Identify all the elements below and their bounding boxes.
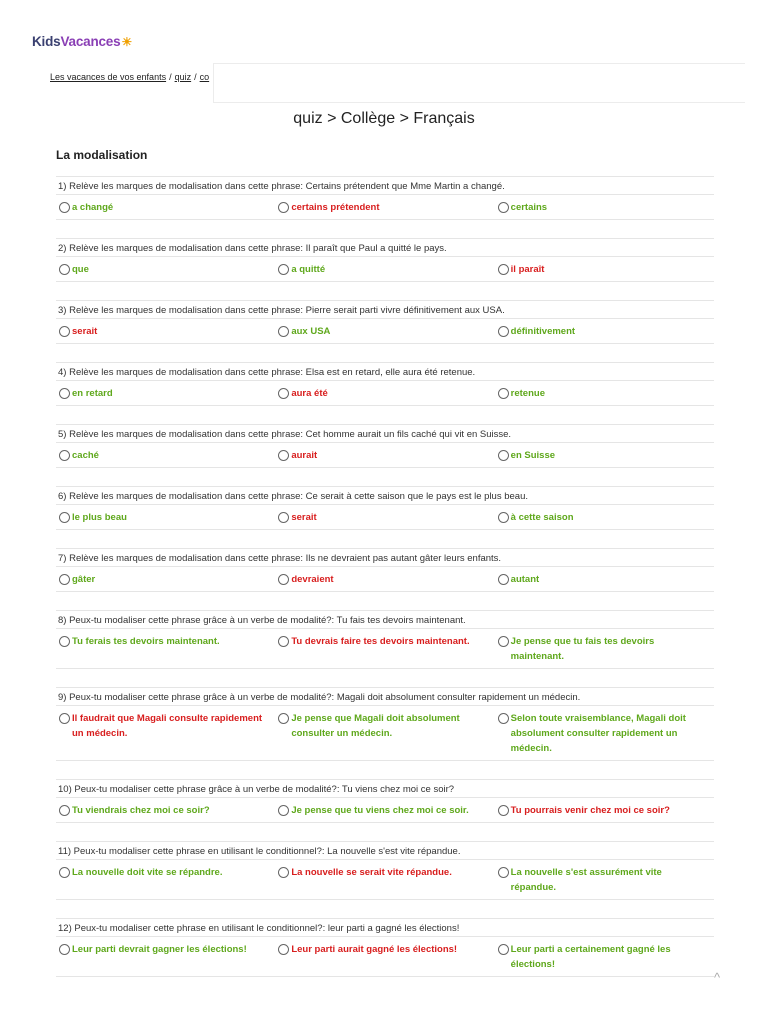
question-text: 12) Peux-tu modaliser cette phrase en utilisant le conditionnel?: leur parti a gagné les élections!: [58, 923, 460, 934]
radio-button[interactable]: [278, 264, 289, 275]
answer-label: Selon toute vraisemblance, Magali doit absolument consulter rapidement un médecin.: [510, 713, 686, 754]
answer-option[interactable]: [495, 634, 714, 664]
radio-button[interactable]: [498, 636, 509, 647]
answer-label: La nouvelle se serait vite répandue.: [291, 867, 452, 878]
question-text: 1) Relève les marques de modalisation dans cette phrase: Certains prétendent que Mme Martin a changé.: [58, 181, 505, 192]
answer-option[interactable]: [275, 942, 494, 972]
radio-button[interactable]: [498, 326, 509, 337]
answer-label: certains: [510, 202, 548, 213]
question-text: 7) Relève les marques de modalisation dans cette phrase: Ils ne devraient pas autant gâter leurs enfants.: [58, 553, 502, 564]
answer-label: retenue: [510, 388, 545, 399]
question-list: [56, 176, 714, 995]
question-text: 6) Relève les marques de modalisation dans cette phrase: Ce serait à cette saison que le pays est le plus beau.: [58, 491, 528, 502]
answer-option[interactable]: [275, 324, 494, 339]
radio-button[interactable]: [59, 264, 70, 275]
answer-label: il paraît: [510, 264, 545, 275]
answer-option[interactable]: [56, 448, 275, 463]
radio-button[interactable]: [278, 574, 289, 585]
answer-label: à cette saison: [510, 512, 574, 523]
question-block: [56, 687, 714, 761]
answer-label: Tu devrais faire tes devoirs maintenant.: [291, 636, 470, 647]
answer-option[interactable]: [56, 711, 275, 756]
question-text: 11) Peux-tu modaliser cette phrase en utilisant le conditionnel?: La nouvelle s'est vite répandue.: [58, 846, 461, 857]
radio-button[interactable]: [59, 388, 70, 399]
ad-banner: [213, 63, 745, 103]
answer-options: [56, 797, 714, 823]
answer-label: aura été: [291, 388, 328, 399]
question-block: [56, 176, 714, 220]
radio-button[interactable]: [498, 867, 509, 878]
radio-button[interactable]: [59, 202, 70, 213]
page-title: quiz > Collège > Français: [293, 110, 475, 127]
answer-option[interactable]: [56, 634, 275, 664]
answer-label: Il faudrait que Magali consulte rapidement un médecin.: [72, 713, 263, 739]
radio-button[interactable]: [498, 944, 509, 955]
radio-button[interactable]: [498, 202, 509, 213]
answer-option[interactable]: [56, 262, 275, 277]
answer-option[interactable]: [495, 200, 714, 215]
radio-button[interactable]: [278, 713, 289, 724]
answer-option[interactable]: [56, 386, 275, 401]
radio-button[interactable]: [278, 805, 289, 816]
question-text: 3) Relève les marques de modalisation dans cette phrase: Pierre serait parti vivre définitivement aux USA.: [58, 305, 505, 316]
radio-button[interactable]: [59, 867, 70, 878]
answer-option[interactable]: [275, 200, 494, 215]
radio-button[interactable]: [498, 713, 509, 724]
question-block: [56, 918, 714, 977]
question-block: [56, 610, 714, 669]
radio-button[interactable]: [278, 202, 289, 213]
answer-option[interactable]: [275, 803, 494, 818]
answer-label: serait: [291, 512, 317, 523]
answer-option[interactable]: [275, 572, 494, 587]
answer-label: le plus beau: [72, 512, 127, 523]
answer-label: a changé: [72, 202, 114, 213]
answer-options: [56, 705, 714, 761]
answer-label: Leur parti aurait gagné les élections!: [291, 944, 458, 955]
question-block: [56, 238, 714, 282]
question-block: [56, 424, 714, 468]
radio-button[interactable]: [59, 805, 70, 816]
answer-label: Leur parti a certainement gagné les élections!: [510, 944, 671, 970]
answer-label: certains prétendent: [291, 202, 380, 213]
radio-button[interactable]: [278, 326, 289, 337]
radio-button[interactable]: [59, 512, 70, 523]
answer-option[interactable]: [275, 865, 494, 895]
radio-button[interactable]: [278, 450, 289, 461]
sun-icon: ☀: [121, 35, 132, 49]
answer-options: [56, 256, 714, 282]
answer-label: caché: [72, 450, 99, 461]
answer-option[interactable]: [56, 572, 275, 587]
answer-option[interactable]: [56, 510, 275, 525]
breadcrumb-home-link[interactable]: Les vacances de vos enfants: [50, 72, 167, 82]
radio-button[interactable]: [59, 574, 70, 585]
radio-button[interactable]: [278, 867, 289, 878]
breadcrumb-separator: /: [169, 72, 172, 82]
breadcrumb-college-link[interactable]: co: [199, 72, 210, 82]
answer-options: [56, 442, 714, 468]
radio-button[interactable]: [59, 326, 70, 337]
answer-option[interactable]: [495, 711, 714, 756]
site-logo[interactable]: [32, 34, 132, 49]
answer-label: devraient: [291, 574, 334, 585]
radio-button[interactable]: [498, 512, 509, 523]
question-block: [56, 841, 714, 900]
answer-option[interactable]: [275, 262, 494, 277]
answer-option[interactable]: [56, 200, 275, 215]
answer-label: aurait: [291, 450, 318, 461]
breadcrumb: [50, 72, 209, 82]
answer-label: que: [72, 264, 89, 275]
question-block: [56, 362, 714, 406]
answer-options: [56, 504, 714, 530]
answer-label: Je pense que tu viens chez moi ce soir.: [291, 805, 469, 816]
answer-option[interactable]: [495, 324, 714, 339]
answer-label: La nouvelle s'est assurément vite répandue.: [510, 867, 662, 893]
radio-button[interactable]: [498, 450, 509, 461]
answer-option[interactable]: [275, 711, 494, 756]
answer-option[interactable]: [275, 386, 494, 401]
answer-option[interactable]: [56, 324, 275, 339]
question-block: [56, 300, 714, 344]
answer-option[interactable]: [275, 634, 494, 664]
answer-label: en Suisse: [510, 450, 556, 461]
radio-button[interactable]: [498, 264, 509, 275]
radio-button[interactable]: [498, 805, 509, 816]
question-text: 2) Relève les marques de modalisation dans cette phrase: Il paraît que Paul a quitté le pays.: [58, 243, 447, 254]
answer-label: a quitté: [291, 264, 326, 275]
answer-label: La nouvelle doit vite se répandre.: [72, 867, 223, 878]
question-block: [56, 548, 714, 592]
answer-label: en retard: [72, 388, 113, 399]
answer-option[interactable]: [56, 803, 275, 818]
answer-label: gâter: [72, 574, 96, 585]
answer-option[interactable]: [275, 510, 494, 525]
answer-option[interactable]: [495, 262, 714, 277]
answer-option[interactable]: [495, 386, 714, 401]
radio-button[interactable]: [59, 944, 70, 955]
answer-label: autant: [510, 574, 540, 585]
radio-button[interactable]: [59, 636, 70, 647]
answer-label: Tu viendrais chez moi ce soir?: [72, 805, 210, 816]
logo-kids: Kids: [32, 34, 61, 49]
question-text: 10) Peux-tu modaliser cette phrase grâce à un verbe de modalité?: Tu viens chez moi ce soir?: [58, 784, 455, 795]
radio-button[interactable]: [278, 636, 289, 647]
radio-button[interactable]: [59, 713, 70, 724]
question-text: 8) Peux-tu modaliser cette phrase grâce à un verbe de modalité?: Tu fais tes devoirs maintenant.: [58, 615, 466, 626]
answer-label: Leur parti devrait gagner les élections!: [72, 944, 247, 955]
answer-label: Je pense que Magali doit absolument consulter un médecin.: [291, 713, 460, 739]
answer-label: Tu pourrais venir chez moi ce soir?: [510, 805, 670, 816]
answer-label: aux USA: [291, 326, 331, 337]
answer-label: Je pense que tu fais tes devoirs maintenant.: [510, 636, 655, 662]
answer-label: serait: [72, 326, 98, 337]
radio-button[interactable]: [498, 574, 509, 585]
quiz-subtitle: La modalisation: [56, 148, 148, 162]
answer-option[interactable]: [495, 803, 714, 818]
answer-options: [56, 318, 714, 344]
breadcrumb-quiz-link[interactable]: quiz: [174, 72, 192, 82]
answer-option[interactable]: [495, 448, 714, 463]
answer-option[interactable]: [495, 942, 714, 972]
answer-options: [56, 628, 714, 669]
radio-button[interactable]: [278, 944, 289, 955]
answer-option[interactable]: [495, 510, 714, 525]
answer-label: Tu ferais tes devoirs maintenant.: [72, 636, 220, 647]
breadcrumb-separator: /: [194, 72, 197, 82]
question-text: 4) Relève les marques de modalisation dans cette phrase: Elsa est en retard, elle aura été retenue.: [58, 367, 476, 378]
scroll-top-icon[interactable]: ^: [714, 970, 721, 985]
radio-button[interactable]: [278, 512, 289, 523]
logo-vacances: Vacances: [60, 34, 121, 49]
question-text: 9) Peux-tu modaliser cette phrase grâce à un verbe de modalité?: Magali doit absolument consulter rapidement un médecin.: [58, 692, 581, 703]
answer-options: [56, 194, 714, 220]
answer-option[interactable]: [495, 572, 714, 587]
answer-option[interactable]: [56, 865, 275, 895]
question-text: 5) Relève les marques de modalisation dans cette phrase: Cet homme aurait un fils caché qui vit en Suisse.: [58, 429, 512, 440]
answer-options: [56, 566, 714, 592]
question-block: [56, 779, 714, 823]
radio-button[interactable]: [59, 450, 70, 461]
radio-button[interactable]: [498, 388, 509, 399]
answer-options: [56, 936, 714, 977]
answer-option[interactable]: [275, 448, 494, 463]
answer-label: définitivement: [510, 326, 576, 337]
answer-options: [56, 859, 714, 900]
radio-button[interactable]: [278, 388, 289, 399]
answer-option[interactable]: [56, 942, 275, 972]
question-block: [56, 486, 714, 530]
answer-options: [56, 380, 714, 406]
answer-option[interactable]: [495, 865, 714, 895]
